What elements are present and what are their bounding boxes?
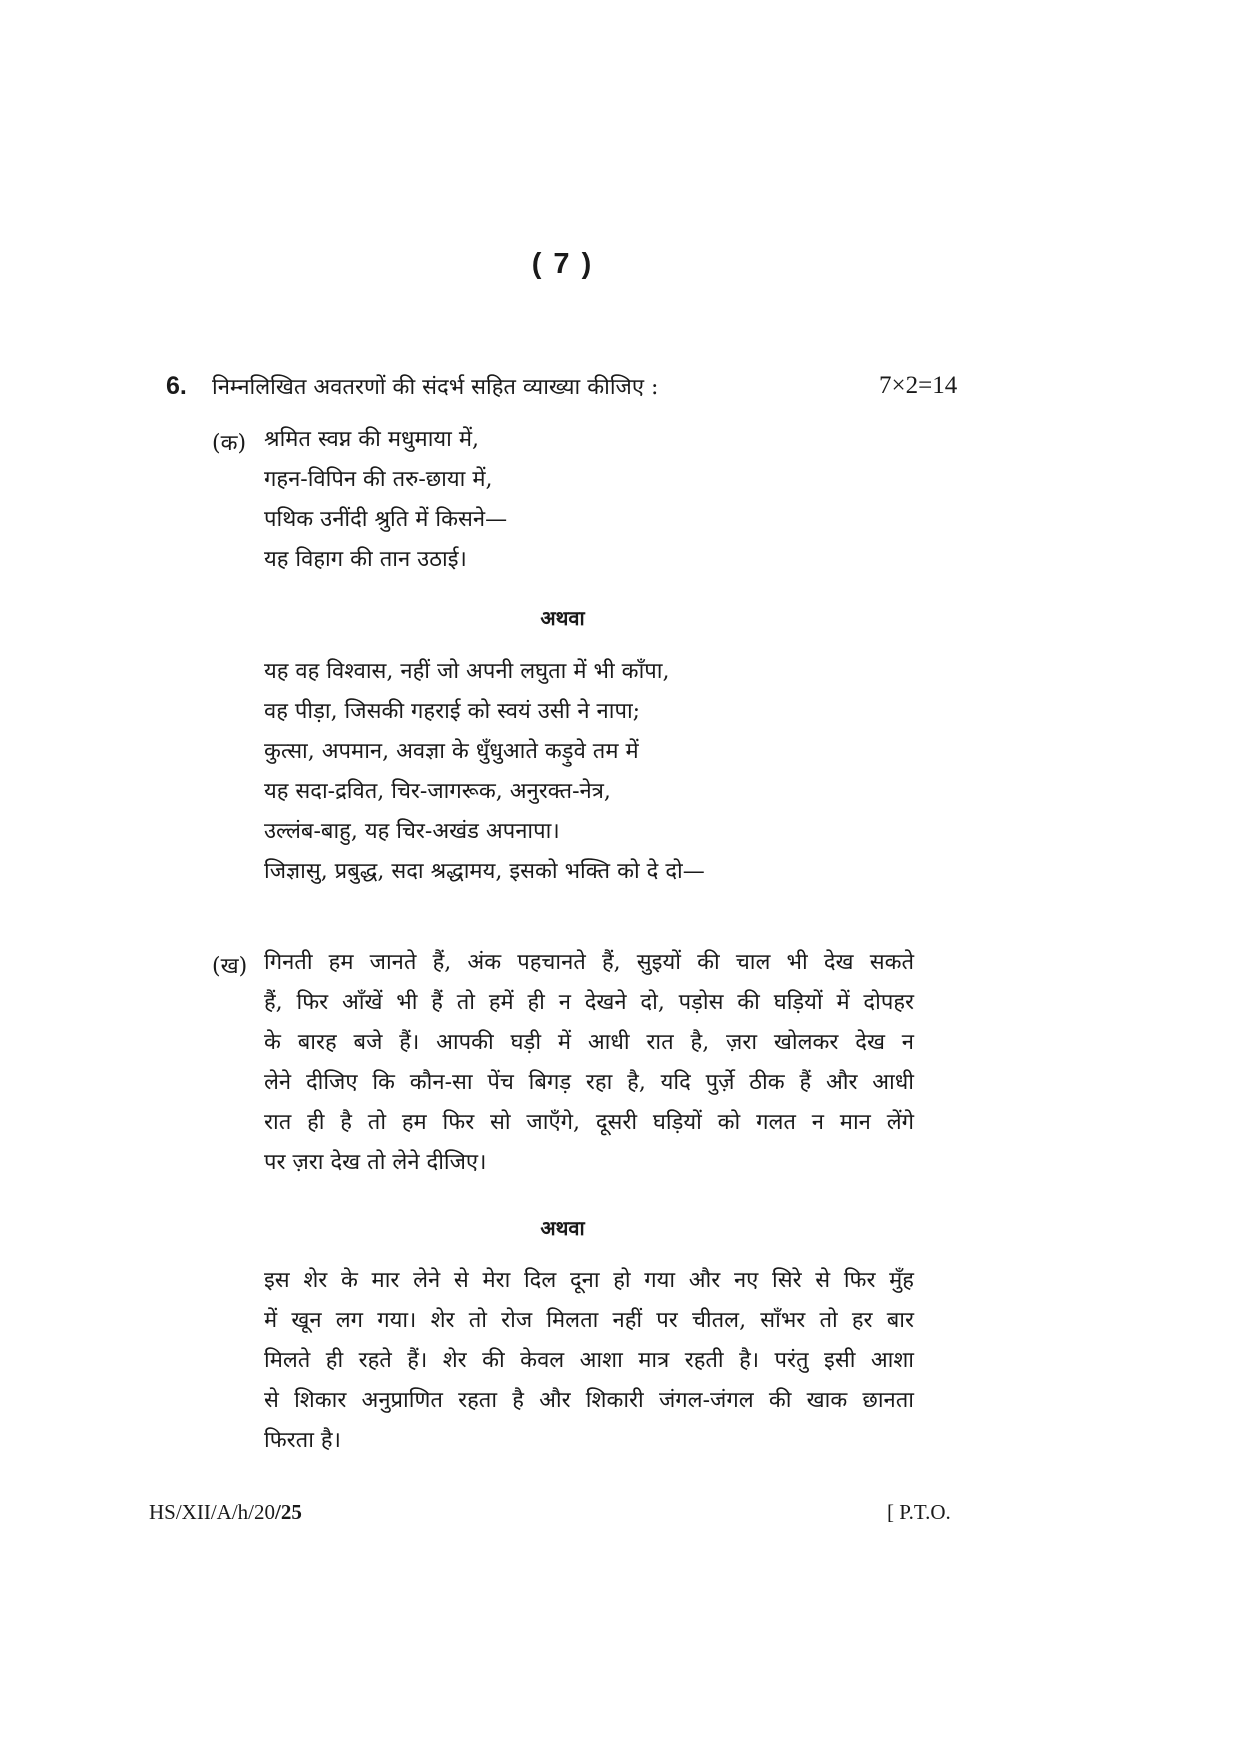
verse-line: पथिक उनींदी श्रुति में किसने— [264, 507, 508, 532]
prose-line: रात ही है तो हम फिर सो जाएँगे, दूसरी घड़ियों को गलत न मान लेंगे [264, 1110, 914, 1135]
verse-line: यह सदा-द्रवित, चिर-जागरूक, अनुरक्त-नेत्र, [264, 779, 611, 804]
prose-line: पर ज़रा देख तो लेने दीजिए। [264, 1150, 487, 1175]
athva-heading-1: अथवा [540, 606, 585, 630]
page-number: ( 7 ) [531, 248, 594, 280]
prose-line: गिनती हम जानते हैं, अंक पहचानते हैं, सुइयों की चाल भी देख सकते [264, 950, 914, 975]
verse-line: गहन-विपिन की तरु-छाया में, [264, 467, 493, 492]
verse-line: कुत्सा, अपमान, अवज्ञा के धुँधुआते कड़ुवे तम में [264, 739, 639, 764]
verse-line: श्रमित स्वप्न की मधुमाया में, [264, 427, 479, 452]
part-ka-alt-verse [264, 652, 705, 892]
prose-line: में खून लग गया। शेर तो रोज मिलता नहीं पर चीतल, साँभर तो हर बार [264, 1308, 914, 1333]
prose-line: हैं, फिर आँखें भी हैं तो हमें ही न देखने दो, पड़ोस की घड़ियों में दोपहर [264, 990, 914, 1015]
part-kha-label: (ख) [212, 954, 248, 979]
verse-line: जिज्ञासु, प्रबुद्ध, सदा श्रद्धामय, इसको भक्ति को दे दो— [264, 859, 705, 884]
prose-line: फिरता है। [264, 1428, 341, 1453]
part-kha-alt-prose [264, 1261, 914, 1461]
prose-line: लेने दीजिए कि कौन-सा पेंच बिगड़ रहा है, यदि पुर्ज़े ठीक हैं और आधी [264, 1070, 914, 1095]
question-instruction: निम्नलिखित अवतरणों की संदर्भ सहित व्याख्या कीजिए : [212, 375, 659, 400]
part-ka-label: (क) [212, 431, 247, 456]
question-number: 6. [166, 372, 187, 400]
part-kha-prose [264, 943, 914, 1183]
prose-line: से शिकार अनुप्राणित रहता है और शिकारी जंगल-जंगल की खाक छानता [264, 1388, 914, 1413]
paper-code-suffix: /25 [275, 1500, 302, 1524]
pto-label: [ P.T.O. [887, 1500, 951, 1524]
question-marks: 7×2=14 [879, 372, 958, 399]
prose-line: के बारह बजे हैं। आपकी घड़ी में आधी रात है, ज़रा खोलकर देख न [264, 1030, 914, 1055]
verse-line: यह वह विश्वास, नहीं जो अपनी लघुता में भी काँपा, [264, 659, 670, 684]
prose-line: मिलते ही रहते हैं। शेर की केवल आशा मात्र रहती है। परंतु इसी आशा [264, 1348, 914, 1373]
verse-line: वह पीड़ा, जिसकी गहराई को स्वयं उसी ने नापा; [264, 699, 641, 724]
paper-code [149, 1500, 302, 1525]
athva-heading-2: अथवा [540, 1216, 585, 1240]
part-ka-verse [264, 420, 507, 580]
verse-line: यह विहाग की तान उठाई। [264, 547, 467, 572]
paper-code-prefix: HS/XII/A/h/20 [149, 1500, 275, 1524]
verse-line: उल्लंब-बाहु, यह चिर-अखंड अपनापा। [264, 819, 560, 844]
prose-line: इस शेर के मार लेने से मेरा दिल दूना हो गया और नए सिरे से फिर मुँह [264, 1268, 914, 1293]
